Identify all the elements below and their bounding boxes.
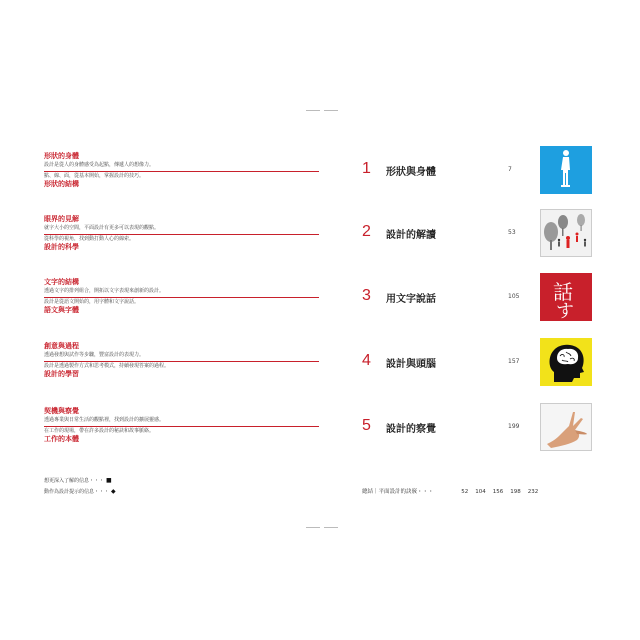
block-line: 透過專業與日常生活的觀點裡，找到設計的擴展靈感。 — [44, 417, 165, 423]
chapter-title: 設計的解讀 — [386, 230, 436, 241]
bottom-dash-right — [324, 527, 338, 528]
kana-text: す — [556, 301, 574, 321]
square-marker-icon: ■ — [106, 477, 112, 484]
summary-page-number: 156 — [492, 489, 504, 495]
description-block-4 — [44, 342, 324, 379]
chapter-number: 4 — [362, 352, 371, 369]
block-subtitle: 形狀的結構 — [44, 180, 79, 188]
kanji-hanasu-icon — [540, 273, 592, 321]
chapter-page: 53 — [508, 229, 516, 236]
block-subtitle: 工作的本體 — [44, 435, 79, 443]
block-line: 在工作的現場，帶在許多設計的秘訣和故事脈絡。 — [44, 428, 155, 434]
description-block-3 — [44, 278, 324, 315]
chapter-page: 199 — [508, 423, 520, 430]
chapter-page: 7 — [508, 166, 512, 173]
diamond-marker-icon: ◆ — [111, 488, 116, 495]
summary-page-number: 232 — [527, 489, 539, 495]
block-title: 形狀的身體 — [44, 152, 79, 160]
block-line: 設計是透過製作方式和思考模式，持續發現答案的過程。 — [44, 363, 170, 369]
description-block-2 — [44, 215, 324, 252]
trees-figures-icon — [540, 209, 592, 257]
head-brain-icon — [540, 338, 592, 386]
block-line: 從科學的視角，找到動打動人心的線索。 — [44, 236, 135, 242]
chapter-title: 用文字說話 — [386, 294, 436, 305]
footnote-text: 動作為設計提示的信息・・・ — [44, 489, 110, 495]
footnote-more-info — [44, 477, 112, 484]
chapter-4[interactable] — [362, 338, 622, 388]
top-dash-right — [324, 110, 338, 111]
footnote-design-hint — [44, 488, 116, 495]
kanji-text: 話 — [553, 280, 573, 304]
block-title: 文字的結構 — [44, 278, 79, 286]
person-silhouette-icon — [540, 146, 592, 194]
chapter-1[interactable] — [362, 146, 622, 196]
summary-row — [362, 487, 545, 495]
description-block-1 — [44, 152, 324, 189]
block-title: 眼界的見解 — [44, 215, 79, 223]
chapter-title: 設計與頭腦 — [386, 359, 436, 370]
block-line: 就字大小的空間，平面設計有更多可以表現的觀點。 — [44, 225, 160, 231]
block-subtitle: 設計的學習 — [44, 370, 79, 378]
description-block-5 — [44, 407, 324, 444]
chapter-number: 2 — [362, 223, 371, 240]
chapter-page: 105 — [508, 293, 520, 300]
chapter-2[interactable] — [362, 209, 622, 259]
footnote-text: 想更深入了解的信息・・・ — [44, 478, 105, 484]
block-line: 設計是從語文開始的，用字體和文字說話。 — [44, 299, 140, 305]
block-title: 契機與察覺 — [44, 407, 79, 415]
summary-page-number: 104 — [475, 489, 486, 495]
hand-gesture-icon — [540, 403, 592, 451]
block-line: 透過發想與試作等步驟，豐富設計的表現力。 — [44, 352, 145, 358]
block-line: 點、線、面，從基本開始，掌握設計的技巧。 — [44, 173, 145, 179]
chapter-3[interactable] — [362, 273, 622, 323]
summary-pages — [461, 489, 545, 495]
block-subtitle: 語文與字體 — [44, 306, 79, 314]
top-dash-left — [306, 110, 320, 111]
summary-label: 總結｜平面設計的訣竅・・・ — [362, 489, 434, 495]
chapter-number: 1 — [362, 160, 371, 177]
summary-page-number: 52 — [461, 489, 469, 495]
block-subtitle: 設計的科學 — [44, 243, 79, 251]
chapter-title: 形狀與身體 — [386, 167, 436, 178]
block-line: 設計是從人的身體感受為起點，傳遞人的想像力。 — [44, 162, 155, 168]
chapter-5[interactable] — [362, 403, 622, 453]
block-title: 創意與過程 — [44, 342, 79, 350]
chapter-number: 3 — [362, 287, 371, 304]
chapter-page: 157 — [508, 358, 520, 365]
chapter-title: 設計的察覺 — [386, 424, 436, 435]
chapter-number: 5 — [362, 417, 371, 434]
bottom-dash-left — [306, 527, 320, 528]
summary-page-number: 198 — [510, 489, 521, 495]
block-line: 透過文字的排列組合，開拓以文字表現來創新的設計。 — [44, 288, 165, 294]
